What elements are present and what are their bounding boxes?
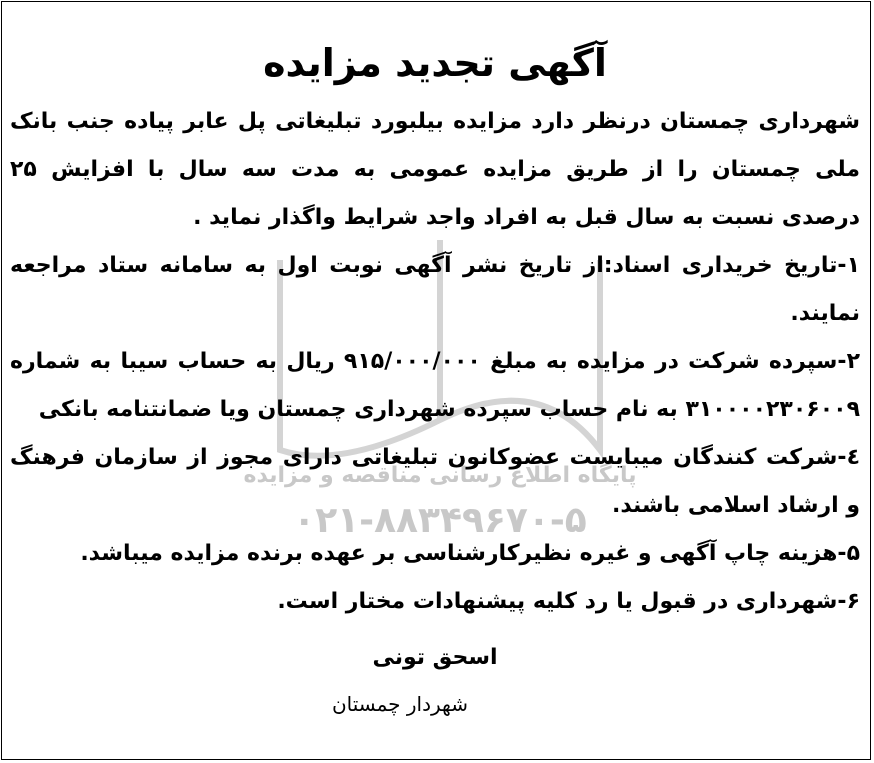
- signatory-name: اسحق تونی: [372, 645, 498, 670]
- signatory-role: شهردار چمستان: [331, 692, 469, 716]
- clause-deposit: ۲-سپرده شرکت در مزایده به مبلغ ۹۱۵/۰۰۰/۰۰۰ ریال به حساب سیبا به شماره ۳۱۰۰۰۰۲۳۰۶۰۰۹ به نام حساب سپرده شهرداری چمستان ویا ضمانتنامه بانکی: [10, 349, 860, 422]
- clause-participants: ٤-شرکت کنندگان میبایست عضوکانون تبلیغاتی دارای مجوز از سازمان فرهنگ و ارشاد اسلامی باشند.: [10, 445, 860, 518]
- notice-title: آگهی تجدید مزایده: [263, 41, 607, 85]
- watermark-phone: ۰۲۱-۸۸۳۴۹۶۷۰-۵: [293, 500, 587, 541]
- intro-paragraph: شهرداری چمستان درنظر دارد مزایده بیلبورد تبلیغاتی پل عابر پیاده جنب بانک ملی چمستان را از طریق مزایده عمومی به مدت سه سال با افزایش ۲۵ درصدی نسبت به سال قبل به افراد واجد شرایط واگذار نماید .: [10, 109, 860, 230]
- watermark-text: پایگاه اطلاع رسانی مناقصه و مزایده: [243, 463, 637, 488]
- clause-costs: ۵-هزینه چاپ آگهی و غیره نظیرکارشناسی بر عهده برنده مزایده میباشد.: [80, 541, 860, 566]
- clause-document-purchase: ۱-تاریخ خریداری اسناد:از تاریخ نشر آگهی نوبت اول به سامانه ستاد مراجعه نمایند.: [10, 253, 860, 326]
- clause-rights: ۶-شهرداری در قبول یا رد کلیه پیشنهادات مختار است.: [277, 589, 860, 614]
